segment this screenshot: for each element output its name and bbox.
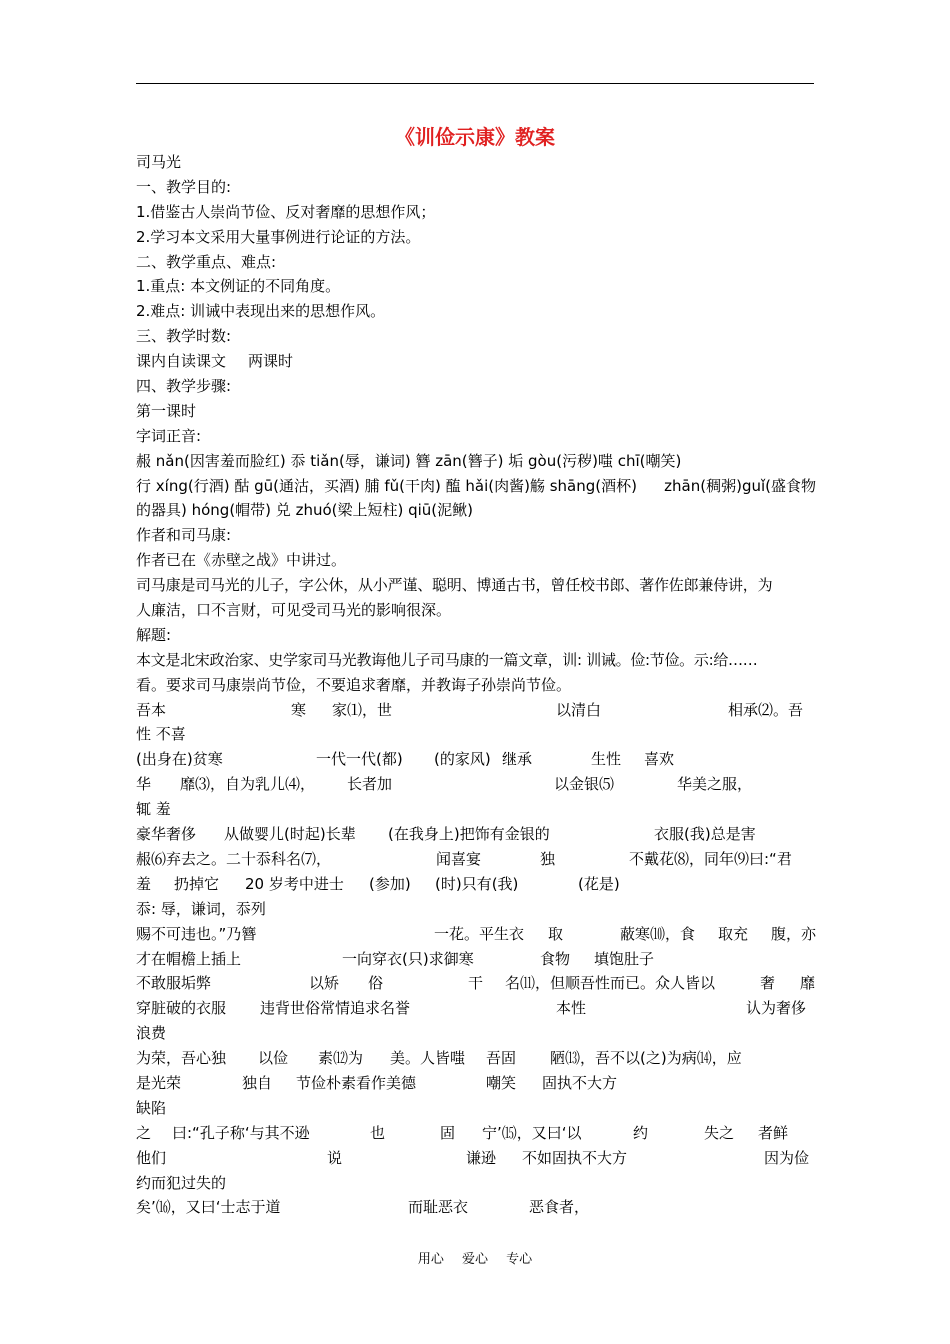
text-line: 人廉洁，口不言财，可见受司马光的影响很深。 xyxy=(136,601,452,620)
text-fragment: (的家风) xyxy=(434,750,491,769)
document-title: 《训俭示康》教案 xyxy=(395,125,555,149)
text-fragment: 忝: 辱，谦词，忝列 xyxy=(136,899,266,918)
text-fragment: 豪华奢侈 xyxy=(136,825,197,844)
text-fragment: 靡 xyxy=(800,974,816,993)
gloss-source-line xyxy=(136,698,816,723)
text-fragment: 性 不喜 xyxy=(136,725,186,744)
text-fragment: 羞 xyxy=(136,874,152,893)
gloss-note-line xyxy=(136,872,816,897)
text-fragment: 课内自读课文 xyxy=(136,352,227,371)
text-fragment: 美。人皆嗤 xyxy=(390,1049,466,1068)
text-fragment: (在我身上)把饰有金银的 xyxy=(388,825,550,844)
pinyin-line: 的器具) hóng(帽带) 兑 zhuó(梁上短柱) qiū(泥鳅) xyxy=(136,501,474,520)
text-fragment: 相承⑵。吾 xyxy=(728,700,804,719)
text-fragment: 者鲜 xyxy=(758,1123,789,1142)
text-fragment: 辄 羞 xyxy=(136,800,171,819)
gloss-source-line xyxy=(136,1046,816,1071)
gloss-note-line xyxy=(136,797,816,822)
gloss-source-line xyxy=(136,1195,816,1220)
text-line: 2.难点: 训诫中表现出来的思想作风。 xyxy=(136,302,386,321)
text-line: 看。要求司马康崇尚节俭，不要追求奢靡，并教诲子孙崇尚节俭。 xyxy=(136,675,572,694)
section-heading: 二、教学重点、难点: xyxy=(136,252,277,271)
gloss-note-line xyxy=(136,996,816,1021)
gloss-note-line xyxy=(136,747,816,772)
text-fragment: 吾固 xyxy=(486,1049,517,1068)
text-fragment: 取 xyxy=(548,924,564,943)
text-fragment: 恶食者， xyxy=(529,1198,590,1217)
text-fragment: 缺陷 xyxy=(136,1098,167,1117)
gloss-note-line xyxy=(136,897,816,922)
text-fragment: 家⑴，世 xyxy=(332,700,393,719)
text-fragment: 宁’⒂，又曰‘以 xyxy=(482,1123,582,1142)
text-fragment: 名⑾，但顺吾性而已。众人皆以 xyxy=(505,974,716,993)
text-fragment: 嘲笑 xyxy=(486,1073,517,1092)
text-fragment: 一花。平生衣 xyxy=(434,924,525,943)
text-fragment: 谦逊 xyxy=(466,1148,497,1167)
text-fragment: 独自 xyxy=(242,1073,273,1092)
text-fragment: 靡⑶，自为乳儿⑷， xyxy=(180,775,316,794)
text-fragment: 为荣，吾心独 xyxy=(136,1049,227,1068)
text-fragment: 吾本 xyxy=(136,700,167,719)
text-fragment: 节俭朴素看作美德 xyxy=(296,1073,417,1092)
text-fragment: 20 岁考中进士 xyxy=(245,874,344,893)
text-fragment: 赧⑹弃去之。二十忝科名⑺， xyxy=(136,849,332,868)
text-fragment: 继承 xyxy=(502,750,533,769)
text-fragment: 说 xyxy=(327,1148,343,1167)
text-fragment: zhān(稠粥)guǐ(盛食物 xyxy=(664,476,816,495)
text-fragment: 从做婴儿(时起)长辈 xyxy=(224,825,356,844)
text-line: 司马康是司马光的儿子，字公休，从小严谨、聪明、博通古书，曾任校书郎、著作佐郎兼侍讲，为 xyxy=(136,576,773,595)
text-fragment: 约而犯过失的 xyxy=(136,1173,227,1192)
text-fragment: 一代一代(都) xyxy=(316,750,403,769)
text-fragment: 不戴花⑻，同年⑼曰:“君 xyxy=(629,849,792,868)
gloss-note-line xyxy=(136,1171,816,1196)
pinyin-line xyxy=(136,474,816,499)
text-fragment: 奢 xyxy=(760,974,776,993)
text-fragment: 认为奢侈 xyxy=(746,999,807,1018)
gloss-note-line xyxy=(136,1096,816,1121)
text-line: 作者已在《赤壁之战》中讲过。 xyxy=(136,551,347,570)
text-fragment: 干 xyxy=(468,974,484,993)
text-fragment: 喜欢 xyxy=(644,750,675,769)
text-fragment: 浪费 xyxy=(136,1024,167,1043)
text-fragment: 两课时 xyxy=(248,352,294,371)
text-fragment: (出身在)贫寒 xyxy=(136,750,223,769)
text-fragment: 固 xyxy=(440,1123,456,1142)
header-rule xyxy=(136,83,814,84)
text-line: 本文是北宋政治家、史学家司马光教诲他儿子司马康的一篇文章，训: 训诫。俭:节俭。示:给…… xyxy=(136,650,758,669)
text-fragment: 一向穿衣(只)求御寒 xyxy=(342,949,474,968)
text-fragment: 他们 xyxy=(136,1148,167,1167)
page-footer: 用心 爱心 专心 xyxy=(417,1252,533,1267)
text-line: 1.重点: 本文例证的不同角度。 xyxy=(136,277,341,296)
text-fragment: 以俭 xyxy=(258,1049,289,1068)
text-fragment: 是光荣 xyxy=(136,1073,182,1092)
section-heading: 三、教学时数: xyxy=(136,327,232,346)
text-line: 字词正音: xyxy=(136,426,202,445)
text-fragment: 固执不大方 xyxy=(542,1073,618,1092)
author-line: 司马光 xyxy=(136,153,182,171)
text-fragment: 也 xyxy=(370,1123,386,1142)
gloss-note-line xyxy=(136,722,816,747)
text-fragment: 扔掉它 xyxy=(174,874,220,893)
text-line: 2.学习本文采用大量事例进行论证的方法。 xyxy=(136,227,421,246)
text-fragment: 填饱肚子 xyxy=(594,949,655,968)
text-fragment: 以清白 xyxy=(556,700,602,719)
text-fragment: 衣服(我)总是害 xyxy=(654,825,756,844)
text-fragment: 穿脏破的衣服 xyxy=(136,999,227,1018)
section-heading: 四、教学步骤: xyxy=(136,377,232,396)
text-fragment: 赐不可违也。”乃簪 xyxy=(136,924,257,943)
gloss-note-line xyxy=(136,1021,816,1046)
text-fragment: (参加) xyxy=(369,874,411,893)
text-fragment: 素⑿为 xyxy=(318,1049,364,1068)
text-fragment: 取充 xyxy=(718,924,749,943)
text-fragment: 矣’⒃，又曰‘士志于道 xyxy=(136,1198,281,1217)
text-fragment: 以金银⑸ xyxy=(554,775,615,794)
gloss-note-line xyxy=(136,947,816,972)
text-fragment: 行 xíng(行酒) 酤 gū(通沽，买酒) 脯 fǔ(干肉) 醢 hǎi(肉酱)觞 shāng(酒杯) xyxy=(136,476,637,495)
text-fragment: 违背世俗常情追求名誉 xyxy=(260,999,411,1018)
text-fragment: 食物 xyxy=(540,949,571,968)
section-heading: 作者和司马康: xyxy=(136,526,232,545)
text-fragment: 才在帽檐上插上 xyxy=(136,949,242,968)
text-fragment: (时)只有(我) xyxy=(435,874,519,893)
text-line: 1.借鉴古人崇尚节俭、反对奢靡的思想作风； xyxy=(136,202,436,221)
gloss-note-line xyxy=(136,822,816,847)
text-fragment: 腹，亦 xyxy=(771,924,817,943)
section-heading: 一、教学目的: xyxy=(136,177,232,196)
text-fragment: 约 xyxy=(633,1123,649,1142)
text-line xyxy=(136,349,816,374)
text-fragment: 而耻恶衣 xyxy=(408,1198,469,1217)
gloss-source-line xyxy=(136,847,816,872)
text-fragment: 失之 xyxy=(704,1123,735,1142)
document-body xyxy=(136,150,816,1220)
text-fragment: 曰:“孔子称‘与其不逊 xyxy=(172,1123,310,1142)
gloss-note-line xyxy=(136,1071,816,1096)
text-fragment: 寒 xyxy=(291,700,307,719)
pinyin-line: 赧 nǎn(因害羞而脸红) 忝 tiǎn(辱，谦词) 簪 zān(簪子) 垢 gòu(污秽)嗤 chī(嘲笑) xyxy=(136,451,682,470)
text-fragment: 陋⒀，吾不以(之)为病⒁，应 xyxy=(550,1049,742,1068)
gloss-source-line xyxy=(136,922,816,947)
gloss-source-line xyxy=(136,1121,816,1146)
text-fragment: 长者加 xyxy=(347,775,393,794)
section-heading: 解题: xyxy=(136,625,172,644)
text-fragment: 蔽寒⑽，食 xyxy=(620,924,696,943)
text-line: 第一课时 xyxy=(136,401,197,420)
gloss-note-line xyxy=(136,1146,816,1171)
gloss-source-line xyxy=(136,772,816,797)
text-fragment: 俗 xyxy=(368,974,384,993)
text-fragment: 不敢服垢弊 xyxy=(136,974,212,993)
text-fragment: 不如固执不大方 xyxy=(522,1148,628,1167)
text-fragment: 华美之服， xyxy=(677,775,753,794)
text-fragment: 华 xyxy=(136,775,152,794)
text-fragment: 闻喜宴 xyxy=(436,849,482,868)
text-fragment: 因为俭 xyxy=(764,1148,810,1167)
text-fragment: 独 xyxy=(540,849,556,868)
text-fragment: (花是) xyxy=(578,874,620,893)
text-fragment: 本性 xyxy=(556,999,587,1018)
text-fragment: 生性 xyxy=(591,750,622,769)
text-fragment: 以矫 xyxy=(309,974,340,993)
gloss-source-line xyxy=(136,971,816,996)
text-fragment: 之 xyxy=(136,1123,152,1142)
